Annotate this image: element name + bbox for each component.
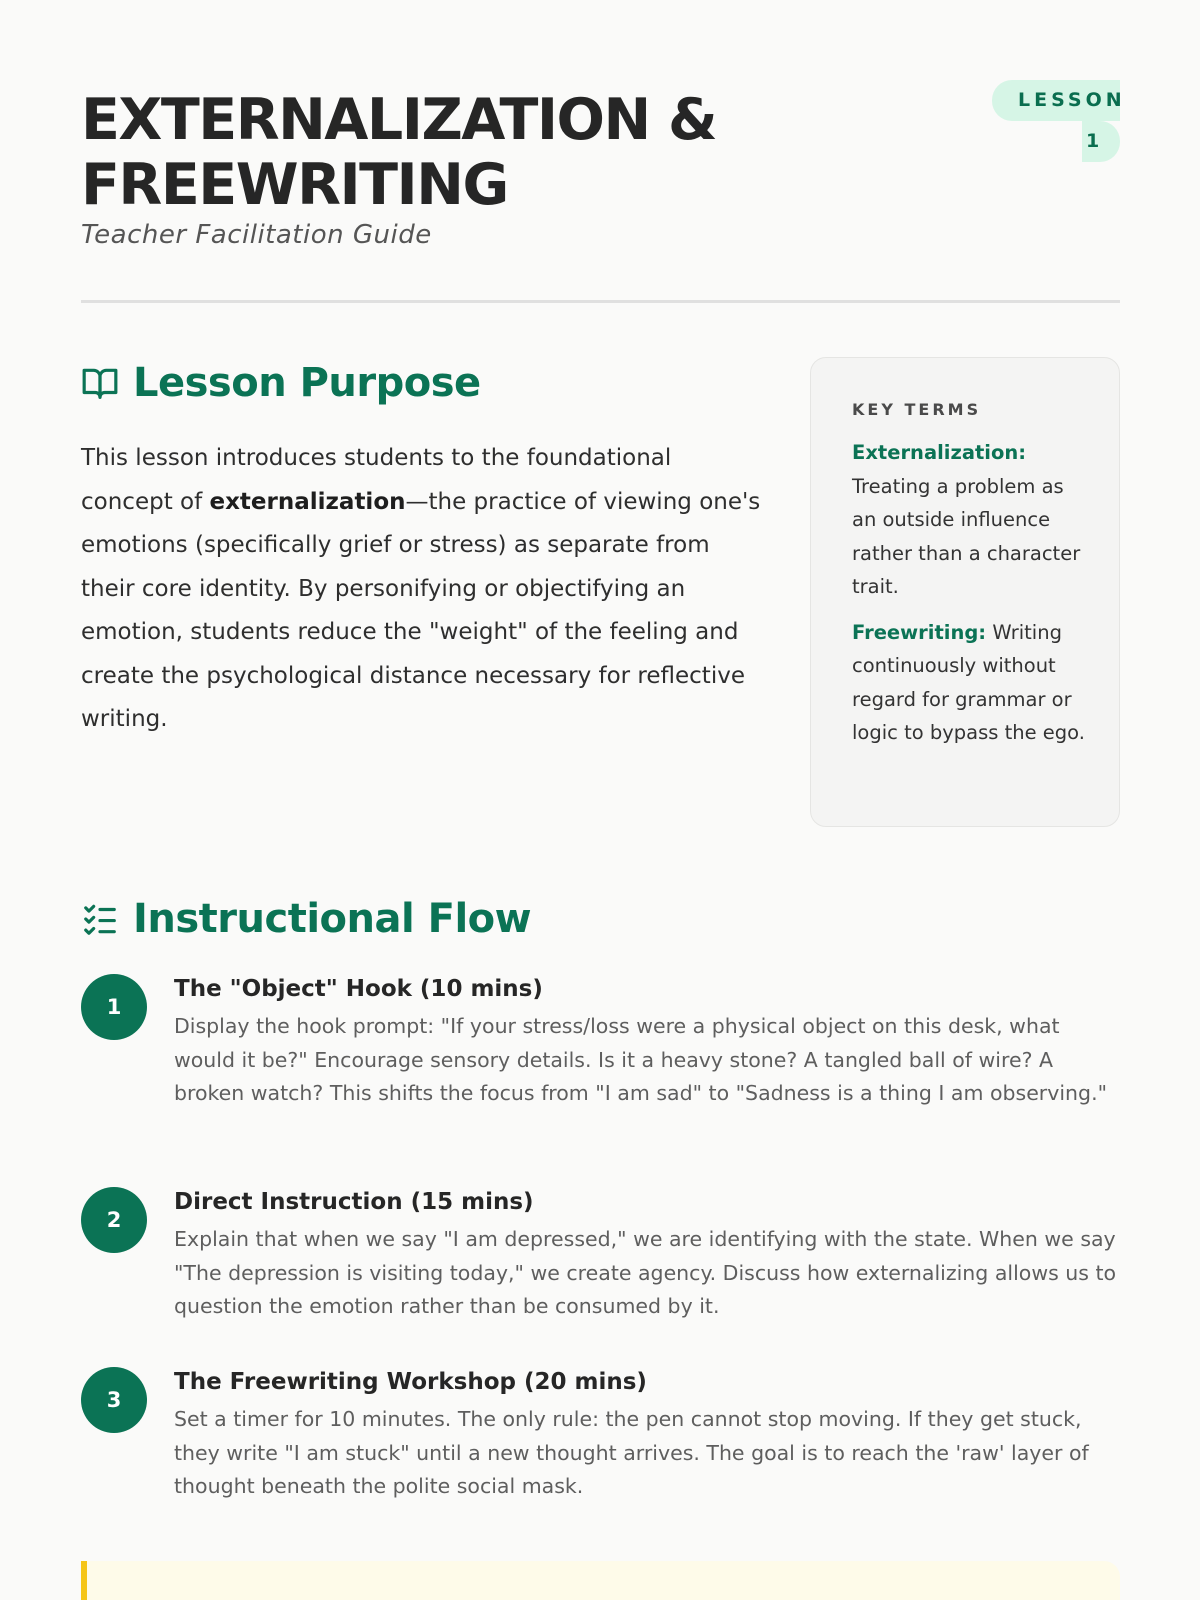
term-definition: Treating a problem as an outside influence rather than a character trait. (852, 474, 1081, 598)
purpose-heading (81, 360, 481, 406)
note-callout (81, 1561, 1120, 1600)
term-definition: Writing continuously without regard for grammar or logic to bypass the ego. (852, 620, 1085, 744)
step-number-badge: 1 (81, 974, 147, 1040)
step-title: The Freewriting Workshop (20 mins) (174, 1369, 647, 1395)
term-name: Externalization: (852, 441, 1027, 464)
purpose-keyword: externalization (209, 488, 406, 515)
purpose-title: Lesson Purpose (133, 360, 481, 406)
header-divider (81, 300, 1120, 303)
term-name: Freewriting: (852, 620, 987, 644)
lesson-header (81, 80, 1126, 302)
step-title: The "Object" Hook (10 mins) (174, 976, 543, 1002)
purpose-paragraph (81, 437, 761, 742)
title-line-1: EXTERNALIZATION & (81, 87, 717, 153)
step-number-badge: 3 (81, 1367, 147, 1433)
flow-title: Instructional Flow (133, 896, 532, 942)
term-freewriting (852, 616, 1089, 750)
step-body: Explain that when we say "I am depressed," we are identifying with the state. When we say "The depression is visiting today," we create agency. Discuss how externalizing allows us to question the emotion rather than be consumed by it. (174, 1227, 1117, 1318)
step-body: Display the hook prompt: "If your stress/loss were a physical object on this desk, what would it be?" Encourage sensory details. Is it a heavy stone? A tangled ball of wire? A broken watch? This shifts the focus from "I am sad" to "Sadness is a thing I am observing." (174, 1014, 1108, 1105)
step-number-badge: 2 (81, 1187, 147, 1253)
badge-number: 1 (1082, 121, 1120, 162)
purpose-text-start: This lesson introduces students to the foundational concept of (81, 445, 672, 515)
lesson-page (81, 0, 1126, 1600)
title-line-2: FREEWRITING (81, 152, 508, 218)
badge-word: LESSON (992, 80, 1120, 121)
step-body: Set a timer for 10 minutes. The only rule: the pen cannot stop moving. If they get stuck, they write "I am stuck" until a new thought arrives. The goal is to reach the 'raw' layer of thought beneath the polite social mask. (174, 1407, 1089, 1498)
book-open-icon (81, 364, 119, 402)
page-title (81, 88, 841, 218)
term-externalization (852, 436, 1089, 604)
step-title: Direct Instruction (15 mins) (174, 1189, 534, 1215)
purpose-text-end: —the practice of viewing one's emotions (specifically grief or stress) as separate from their core identity. By personifying or objectifying an emotion, students reduce the "weight" of the feeling and create the psychological distance necessary for reflective writing. (81, 488, 761, 732)
flow-heading (81, 896, 531, 942)
key-terms-box (810, 357, 1120, 827)
checklist-icon (81, 900, 119, 938)
key-terms-label: KEY TERMS (852, 400, 982, 419)
page-subtitle: Teacher Facilitation Guide (81, 220, 432, 250)
lesson-badge (992, 80, 1126, 162)
